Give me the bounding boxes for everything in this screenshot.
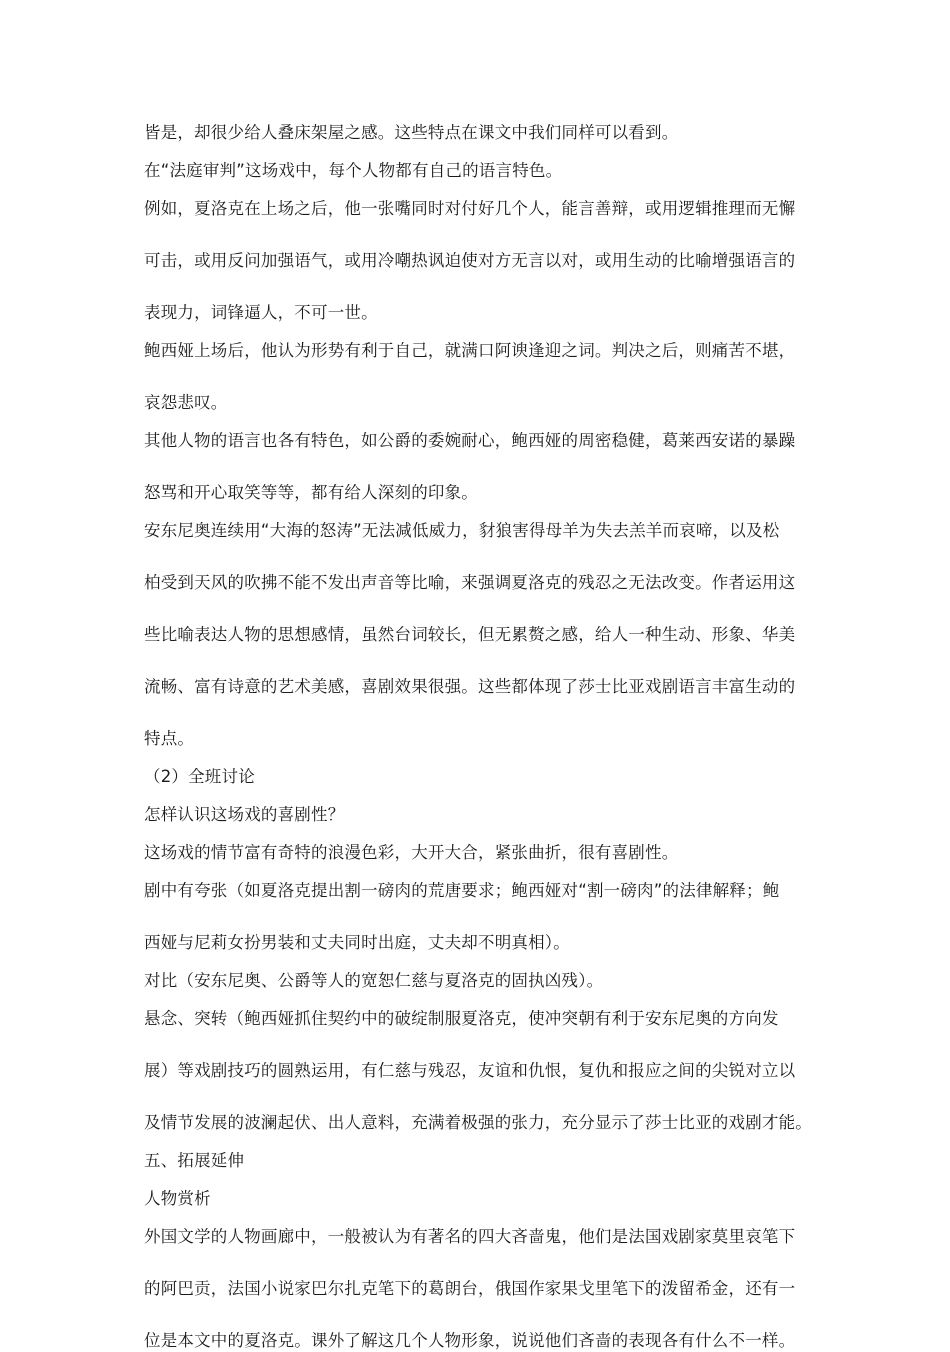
text-line: 怒骂和开心取笑等等，都有给人深刻的印象。 <box>144 483 478 502</box>
text-line: 对比（安东尼奥、公爵等人的宽恕仁慈与夏洛克的固执凶残）。 <box>144 971 604 990</box>
document-body <box>144 122 810 1352</box>
text-line: 外国文学的人物画廊中，一般被认为有著名的四大吝啬鬼，他们是法国戏剧家莫里哀笔下 <box>144 1227 796 1246</box>
text-line: 悬念、突转（鲍西娅抓住契约中的破绽制服夏洛克，使冲突朝有利于安东尼奥的方向发 <box>144 1009 779 1028</box>
text-line: 柏受到天风的吹拂不能不发出声音等比喻，来强调夏洛克的残忍之无法改变。作者运用这 <box>144 573 796 592</box>
text-line: 些比喻表达人物的思想感情，虽然台词较长，但无累赘之感，给人一种生动、形象、华美 <box>144 625 796 644</box>
text-line: 特点。 <box>144 729 195 748</box>
question-line: 怎样认识这场戏的喜剧性？ <box>144 805 345 824</box>
text-line: 哀怨悲叹。 <box>144 393 228 412</box>
text-line: 皆是，却很少给人叠床架屋之感。这些特点在课文中我们同样可以看到。 <box>144 123 679 142</box>
text-line: 其他人物的语言也各有特色，如公爵的委婉耐心，鲍西娅的周密稳健，葛莱西安诺的暴躁 <box>144 431 796 450</box>
text-line: 剧中有夸张（如夏洛克提出割一磅肉的荒唐要求；鲍西娅对“割一磅肉”的法律解释；鲍 <box>144 881 780 900</box>
subsection-heading: 人物赏析 <box>144 1189 211 1208</box>
text-line: 可击，或用反问加强语气，或用冷嘲热讽迫使对方无言以对，或用生动的比喻增强语言的 <box>144 251 796 270</box>
text-line: 安东尼奥连续用“大海的怒涛”无法减低威力，豺狼害得母羊为失去羔羊而哀啼，以及松 <box>144 521 780 540</box>
section-heading: 五、拓展延伸 <box>144 1151 245 1170</box>
section-heading: （2）全班讨论 <box>144 767 255 786</box>
text-line: 展）等戏剧技巧的圆熟运用，有仁慈与残忍，友谊和仇恨，复仇和报应之间的尖锐对立以 <box>144 1061 796 1080</box>
text-line: 西娅与尼莉女扮男装和丈夫同时出庭，丈夫却不明真相）。 <box>144 933 570 952</box>
text-line: 例如，夏洛克在上场之后，他一张嘴同时对付好几个人，能言善辩，或用逻辑推理而无懈 <box>144 199 796 218</box>
text-line: 这场戏的情节富有奇特的浪漫色彩，大开大合，紧张曲折，很有喜剧性。 <box>144 843 679 862</box>
text-line: 的阿巴贡，法国小说家巴尔扎克笔下的葛朗台，俄国作家果戈里笔下的泼留希金，还有一 <box>144 1279 796 1298</box>
text-line: 位是本文中的夏洛克。课外了解这几个人物形象，说说他们吝啬的表现各有什么不一样。 <box>144 1331 796 1350</box>
text-line: 及情节发展的波澜起伏、出人意料，充满着极强的张力，充分显示了莎士比亚的戏剧才能。 <box>144 1113 812 1132</box>
text-line: 表现力，词锋逼人，不可一世。 <box>144 303 378 322</box>
text-line: 在“法庭审判”这场戏中，每个人物都有自己的语言特色。 <box>144 161 563 180</box>
text-line: 流畅、富有诗意的艺术美感，喜剧效果很强。这些都体现了莎士比亚戏剧语言丰富生动的 <box>144 677 796 696</box>
text-line: 鲍西娅上场后，他认为形势有利于自己，就满口阿谀逢迎之词。判决之后，则痛苦不堪， <box>144 341 796 360</box>
